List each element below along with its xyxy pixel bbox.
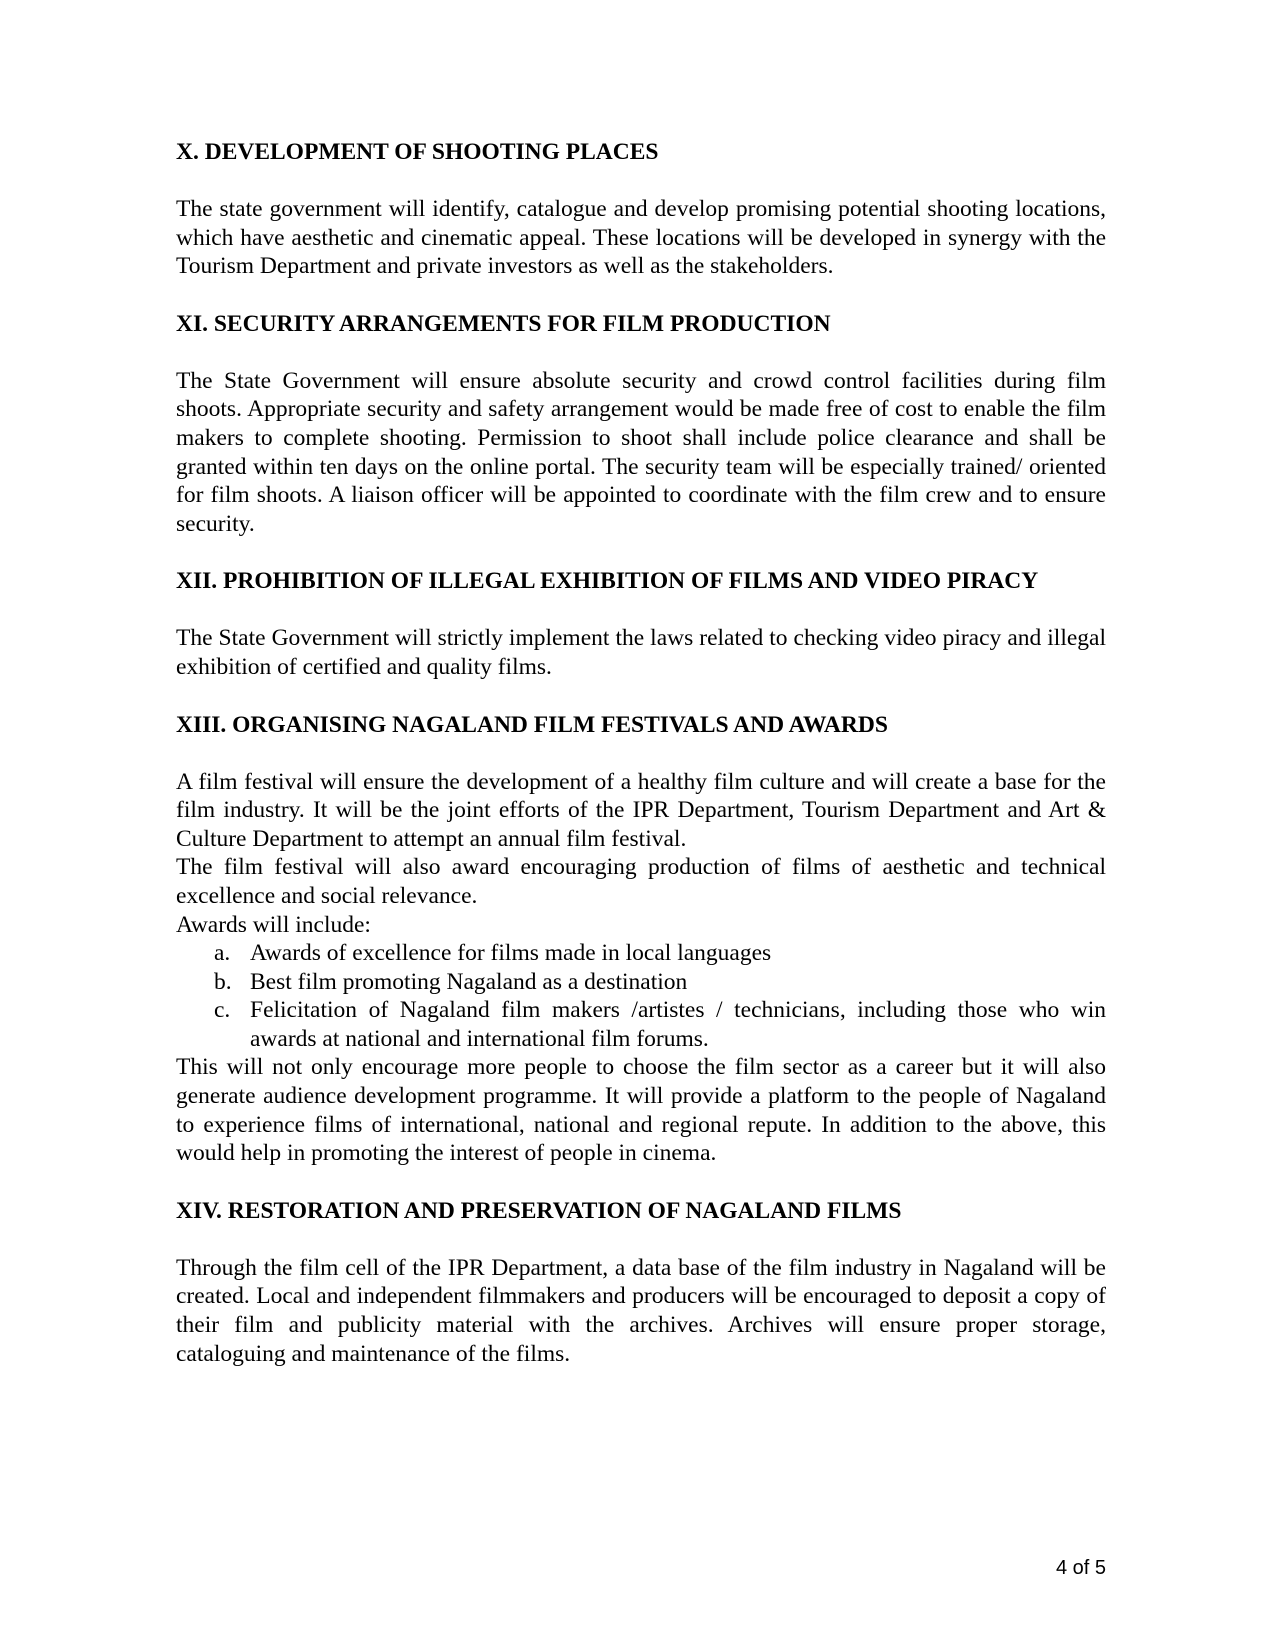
list-item: [214, 939, 1106, 968]
awards-intro: Awards will include:: [176, 911, 371, 938]
section-heading: XII. PROHIBITION OF ILLEGAL EXHIBITION OF FILMS AND VIDEO PIRACY: [176, 568, 1039, 595]
list-item-text: Felicitation of Nagaland film makers /artistes / technicians, including those who win awards at national and international film forums.: [250, 997, 1106, 1052]
list-item: [214, 996, 1106, 1053]
section-film-festivals-and-awards: [176, 711, 1106, 1168]
section-paragraph: The State Government will strictly implement the laws related to checking video piracy and illegal exhibition of certified and quality films.: [176, 625, 1106, 680]
section-paragraph: The State Government will ensure absolute security and crowd control facilities during film shoots. Appropriate security and safety arrangement would be made free of cost to enable the film makers to complete shooting. Permission to shoot shall include police clearance and shall be granted within ten days on the online portal. The security team will be especially trained/ oriented for film shoots. A liaison officer will be appointed to coordinate with the film crew and to ensure security.: [176, 367, 1106, 537]
list-marker: c.: [214, 997, 231, 1024]
section-heading: X. DEVELOPMENT OF SHOOTING PLACES: [176, 139, 659, 165]
list-item-text: Awards of excellence for films made in local languages: [250, 940, 772, 967]
page-number: 4 of 5: [1055, 1557, 1106, 1579]
section-closing-paragraph: This will not only encourage more people to choose the film sector as a career but it will also generate audience development programme. It will provide a platform to the people of Nagaland to experience films of international, national and regional repute. In addition to the above, this would help in promoting the interest of people in cinema.: [176, 1054, 1106, 1167]
section-heading: XIV. RESTORATION AND PRESERVATION OF NAGALAND FILMS: [176, 1197, 902, 1224]
section-paragraph: A film festival will ensure the development of a healthy film culture and will create a base for the film industry. It will be the joint efforts of the IPR Department, Tourism Department and Art & Culture Department to attempt an annual film festival.: [176, 768, 1106, 852]
document-page: [176, 138, 1106, 1368]
section-prohibition-of-piracy: [176, 567, 1106, 681]
awards-list: [176, 939, 1106, 1053]
list-item: [214, 968, 1106, 997]
section-paragraph: Through the film cell of the IPR Department, a data base of the film industry in Nagaland will be created. Local and independent filmmakers and producers will be encouraged to deposit a copy of their film and publicity material with the archives. Archives will ensure proper storage, cataloguing and maintenance of the films.: [176, 1254, 1106, 1367]
section-paragraph: The film festival will also award encouraging production of films of aesthetic and technical excellence and social relevance.: [176, 854, 1106, 909]
section-security-arrangements: [176, 310, 1106, 539]
section-paragraph: The state government will identify, catalogue and develop promising potential shooting locations, which have aesthetic and cinematic appeal. These locations will be developed in synergy with the Tourism Department and private investors as well as the stakeholders.: [176, 196, 1106, 280]
section-restoration-and-preservation: [176, 1197, 1106, 1368]
list-marker: a.: [214, 940, 231, 967]
section-heading: XIII. ORGANISING NAGALAND FILM FESTIVALS AND AWARDS: [176, 711, 888, 738]
section-heading: XI. SECURITY ARRANGEMENTS FOR FILM PRODUCTION: [176, 310, 831, 337]
section-development-of-shooting-places: [176, 138, 1106, 281]
list-item-text: Best film promoting Nagaland as a destination: [250, 968, 688, 995]
list-marker: b.: [214, 968, 232, 995]
